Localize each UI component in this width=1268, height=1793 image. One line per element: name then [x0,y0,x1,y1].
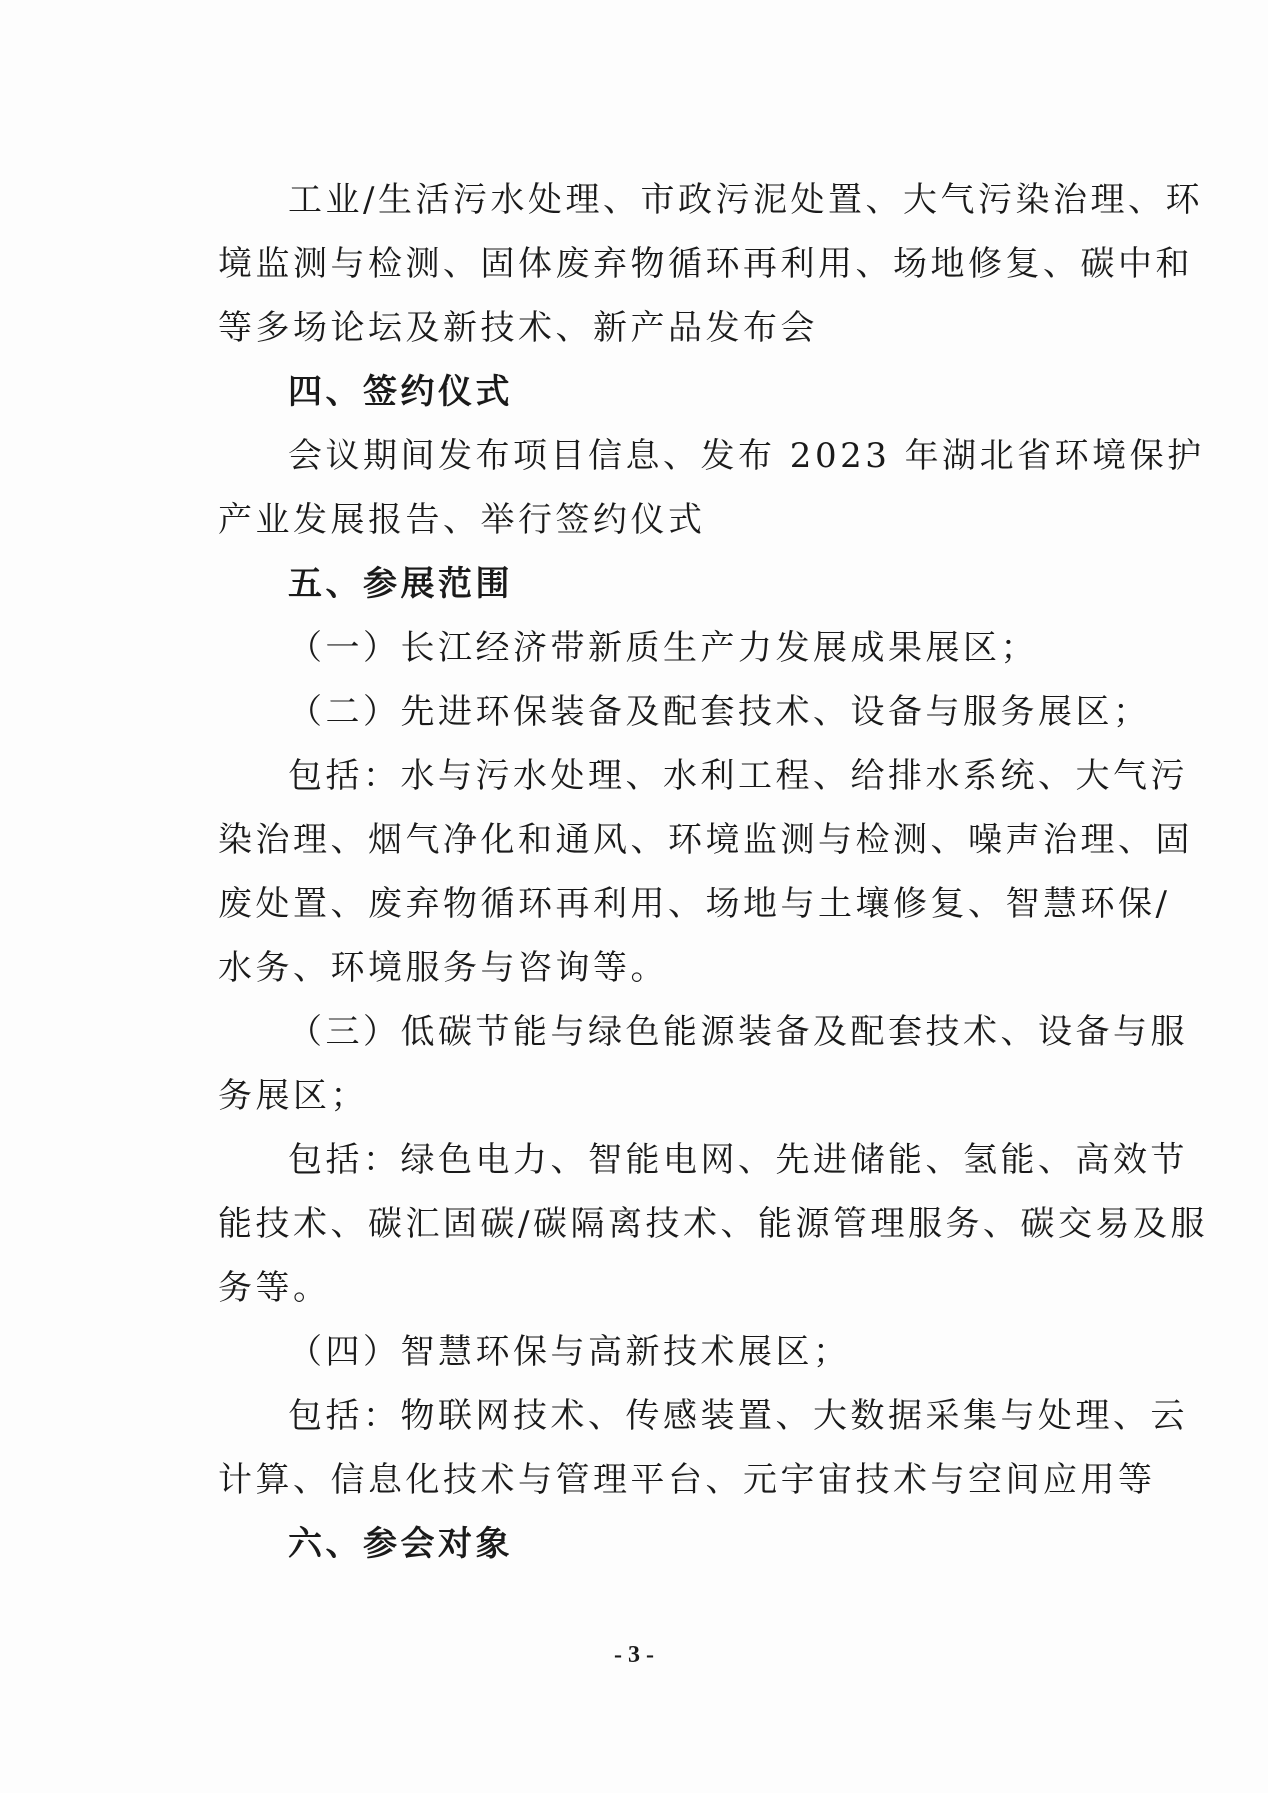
list-item-2: （二）先进环保装备及配套技术、设备与服务展区； [288,692,1151,732]
document-body [218,168,1208,1576]
body-line: 水务、环境服务与咨询等。 [218,948,668,988]
section-heading-5: 五、参展范围 [288,564,513,604]
list-item-4: （四）智慧环保与高新技术展区； [288,1332,851,1372]
section-heading-4: 四、签约仪式 [288,372,513,412]
body-line: 废处置、废弃物循环再利用、场地与土壤修复、智慧环保/ [218,884,1171,924]
body-line: 包括：物联网技术、传感装置、大数据采集与处理、云 [288,1396,1188,1436]
body-line: 务展区； [218,1076,368,1116]
body-line: 能技术、碳汇固碳/碳隔离技术、能源管理服务、碳交易及服 [218,1204,1208,1244]
body-line: 会议期间发布项目信息、发布 2023 年湖北省环境保护 [288,436,1205,476]
page-number: - 3 - [614,1642,654,1668]
body-line: 等多场论坛及新技术、新产品发布会 [218,308,818,348]
body-line: 产业发展报告、举行签约仪式 [218,500,706,540]
body-line: 务等。 [218,1268,331,1308]
body-line: 染治理、烟气净化和通风、环境监测与检测、噪声治理、固 [218,820,1193,860]
body-line: 包括：水与污水处理、水利工程、给排水系统、大气污 [288,756,1188,796]
body-line: 包括：绿色电力、智能电网、先进储能、氢能、高效节 [288,1140,1188,1180]
body-line: 计算、信息化技术与管理平台、元宇宙技术与空间应用等 [218,1460,1156,1500]
body-line: 工业/生活污水处理、市政污泥处置、大气污染治理、环 [288,180,1203,220]
body-line: 境监测与检测、固体废弃物循环再利用、场地修复、碳中和 [218,244,1193,284]
list-item-3: （三）低碳节能与绿色能源装备及配套技术、设备与服 [288,1012,1188,1052]
list-item-1: （一）长江经济带新质生产力发展成果展区； [288,628,1038,668]
section-heading-6: 六、参会对象 [288,1524,513,1564]
